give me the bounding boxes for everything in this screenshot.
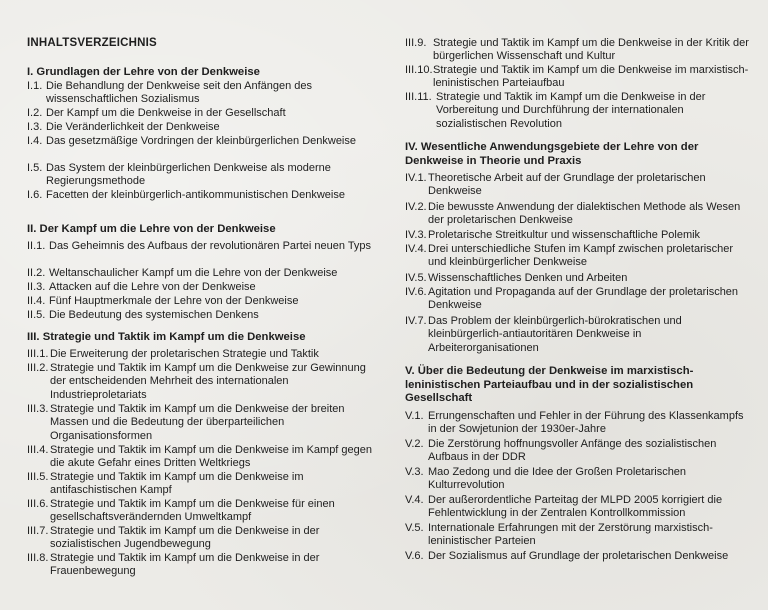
- section-heading-1[interactable]: I. Grundlagen der Lehre von der Denkweise: [27, 66, 260, 78]
- toc-entry[interactable]: [405, 64, 750, 91]
- toc-entry[interactable]: [27, 121, 377, 134]
- entry-title: Der Sozialismus auf Grundlage der proletarischen Denkweise: [428, 550, 729, 562]
- entry-title: Weltanschaulicher Kampf um die Lehre von der Denkweise: [49, 267, 338, 279]
- entry-title: Strategie und Taktik im Kampf um die Denkweise für einen gesellschaftsverändernden Umweltkampf: [50, 498, 335, 524]
- toc-entry[interactable]: [405, 286, 750, 313]
- toc-entry[interactable]: [27, 552, 377, 579]
- entry-title: Drei unterschiedliche Stufen im Kampf zwischen proletarischer und kleinbürgerlicher Denkweise: [428, 243, 734, 269]
- entry-title: Die bewusste Anwendung der dialektischen Methode als Wesen der proletarischen Denkweise: [428, 201, 741, 227]
- entry-title: Strategie und Taktik im Kampf um die Denkweise im antifaschistischen Kampf: [50, 471, 304, 497]
- toc-entry[interactable]: [27, 471, 377, 498]
- entry-number: I.3.: [27, 121, 43, 133]
- entry-number: III.9.: [405, 37, 427, 49]
- toc-entry[interactable]: [27, 135, 377, 148]
- entry-title: Agitation und Propaganda auf der Grundlage der proletarischen Denkweise: [428, 286, 739, 312]
- entry-title: Strategie und Taktik im Kampf um die Denkweise im marxistisch-leninistischen Parteiaufbau: [433, 64, 749, 90]
- toc-entry[interactable]: [27, 267, 377, 280]
- toc-entry[interactable]: [27, 162, 377, 189]
- section-heading-3[interactable]: III. Strategie und Taktik im Kampf um die Denkweise: [27, 331, 306, 343]
- entry-title: Die Behandlung der Denkweise seit den Anfängen des wissenschaftlichen Sozialismus: [46, 80, 313, 106]
- section-heading-5[interactable]: V. Über die Bedeutung der Denkweise im marxistisch-leninistischen Parteiaufbau und in der sozialistischen Gesellschaft: [405, 365, 694, 404]
- entry-number: I.5.: [27, 162, 43, 174]
- entry-number: III.5.: [27, 471, 49, 483]
- entry-number: III.2.: [27, 362, 49, 374]
- entry-number: IV.6.: [405, 286, 427, 298]
- entry-number: V.1.: [405, 410, 424, 422]
- entry-number: II.3.: [27, 281, 46, 293]
- toc-entry[interactable]: [405, 466, 750, 493]
- entry-number: IV.3.: [405, 229, 427, 241]
- toc-entry[interactable]: [27, 362, 377, 402]
- entry-number: I.1.: [27, 80, 43, 92]
- entry-title: Das System der kleinbürgerlichen Denkweise als moderne Regierungsmethode: [46, 162, 331, 188]
- toc-entry[interactable]: [405, 172, 750, 199]
- entry-number: II.5.: [27, 309, 46, 321]
- entry-number: V.3.: [405, 466, 424, 478]
- entry-title: Errungenschaften und Fehler in der Führung des Klassenkampfs in der Sowjetunion der 1930er-Jahre: [428, 410, 744, 436]
- toc-entry[interactable]: [405, 494, 750, 521]
- entry-number: III.6.: [27, 498, 49, 510]
- entry-title: Mao Zedong und die Idee der Großen Proletarischen Kulturrevolution: [428, 466, 687, 492]
- toc-entry[interactable]: [27, 107, 377, 120]
- entry-title: Strategie und Taktik im Kampf um die Denkweise zur Gewinnung der entscheidenden Mehrheit des internationalen Industrieproletariats: [50, 362, 366, 401]
- entry-title: Die Erweiterung der proletarischen Strategie und Taktik: [50, 348, 319, 360]
- entry-title: Wissenschaftliches Denken und Arbeiten: [428, 272, 628, 284]
- entry-title: Facetten der kleinbürgerlich-antikommunistischen Denkweise: [46, 189, 345, 201]
- entry-title: Internationale Erfahrungen mit der Zerstörung marxistisch-leninistischer Parteien: [428, 522, 713, 548]
- section-heading-2[interactable]: II. Der Kampf um die Lehre von der Denkweise: [27, 223, 276, 235]
- entry-number: II.1.: [27, 240, 46, 252]
- toc-entry[interactable]: [405, 229, 750, 242]
- entry-title: Die Zerstörung hoffnungsvoller Anfänge des sozialistischen Aufbaus in der DDR: [428, 438, 717, 464]
- toc-entry[interactable]: [405, 91, 750, 131]
- entry-title: Proletarische Streitkultur und wissenschaftliche Polemik: [428, 229, 701, 241]
- entry-title: Der Kampf um die Denkweise in der Gesellschaft: [46, 107, 286, 119]
- entry-title: Strategie und Taktik im Kampf um die Denkweise in der sozialistischen Jugendbewegung: [50, 525, 320, 551]
- toc-entry[interactable]: [27, 240, 377, 253]
- entry-title: Strategie und Taktik im Kampf um die Denkweise in der Kritik der bürgerlichen Wissenschaft und Kultur: [433, 37, 749, 63]
- toc-entry[interactable]: [27, 189, 377, 202]
- toc-entry[interactable]: [27, 295, 377, 308]
- entry-title: Das Problem der kleinbürgerlich-bürokratischen und kleinbürgerlich-antiautoritären Denkweise in Arbeiterorganisationen: [428, 315, 682, 354]
- toc-entry[interactable]: [405, 37, 750, 64]
- entry-number: III.3.: [27, 403, 49, 415]
- toc-entry[interactable]: [27, 80, 377, 107]
- entry-number: I.6.: [27, 189, 43, 201]
- entry-title: Die Veränderlichkeit der Denkweise: [46, 121, 220, 133]
- entry-number: I.4.: [27, 135, 43, 147]
- entry-number: II.4.: [27, 295, 46, 307]
- entry-number: III.7.: [27, 525, 49, 537]
- toc-title: INHALTSVERZEICHNIS: [27, 37, 157, 49]
- toc-entry[interactable]: [405, 522, 750, 549]
- toc-entry[interactable]: [27, 281, 377, 294]
- toc-entry[interactable]: [27, 348, 377, 361]
- entry-number: III.1.: [27, 348, 49, 360]
- toc-entry[interactable]: [405, 315, 750, 355]
- entry-title: Attacken auf die Lehre von der Denkweise: [49, 281, 256, 293]
- toc-entry[interactable]: [405, 272, 750, 285]
- entry-title: Strategie und Taktik im Kampf um die Denkweise der breiten Massen und die Bedeutung der überparteilichen Organisationsformen: [50, 403, 345, 442]
- entry-number: I.2.: [27, 107, 43, 119]
- entry-number: IV.7.: [405, 315, 427, 327]
- toc-entry[interactable]: [405, 243, 750, 270]
- entry-title: Theoretische Arbeit auf der Grundlage der proletarischen Denkweise: [428, 172, 706, 198]
- entry-number: V.5.: [405, 522, 424, 534]
- entry-number: IV.5.: [405, 272, 427, 284]
- entry-number: III.10.: [405, 64, 433, 76]
- entry-number: III.4.: [27, 444, 49, 456]
- toc-entry[interactable]: [405, 410, 750, 437]
- toc-entry[interactable]: [27, 498, 377, 525]
- entry-title: Strategie und Taktik im Kampf um die Denkweise im Kampf gegen die akute Gefahr eines Dritten Weltkriegs: [50, 444, 373, 470]
- entry-title: Das gesetzmäßige Vordringen der kleinbürgerlichen Denkweise: [46, 135, 356, 147]
- toc-entry[interactable]: [27, 309, 377, 322]
- entry-number: III.11.: [405, 91, 432, 103]
- entry-title: Der außerordentliche Parteitag der MLPD 2005 korrigiert die Fehlentwicklung in der Zentralen Kontrollkommission: [428, 494, 723, 520]
- toc-entry[interactable]: [27, 444, 377, 471]
- entry-number: V.6.: [405, 550, 424, 562]
- entry-title: Strategie und Taktik im Kampf um die Denkweise in der Vorbereitung und Durchführung der internationalen sozialistischen Revolution: [436, 91, 706, 130]
- entry-title: Strategie und Taktik im Kampf um die Denkweise in der Frauenbewegung: [50, 552, 320, 578]
- entry-number: II.2.: [27, 267, 46, 279]
- entry-number: IV.4.: [405, 243, 427, 255]
- toc-entry[interactable]: [27, 403, 377, 443]
- entry-number: IV.1.: [405, 172, 427, 184]
- toc-entry[interactable]: [405, 201, 750, 228]
- entry-number: III.8.: [27, 552, 49, 564]
- entry-title: Die Bedeutung des systemischen Denkens: [49, 309, 259, 321]
- entry-number: V.2.: [405, 438, 424, 450]
- toc-entry[interactable]: [405, 550, 750, 563]
- entry-title: Fünf Hauptmerkmale der Lehre von der Denkweise: [49, 295, 299, 307]
- section-heading-4[interactable]: IV. Wesentliche Anwendungsgebiete der Lehre von der Denkweise in Theorie und Praxis: [405, 141, 699, 167]
- toc-entry[interactable]: [27, 525, 377, 552]
- entry-title: Das Geheimnis des Aufbaus der revolutionären Partei neuen Typs: [49, 240, 372, 252]
- entry-number: V.4.: [405, 494, 424, 506]
- toc-entry[interactable]: [405, 438, 750, 465]
- entry-number: IV.2.: [405, 201, 427, 213]
